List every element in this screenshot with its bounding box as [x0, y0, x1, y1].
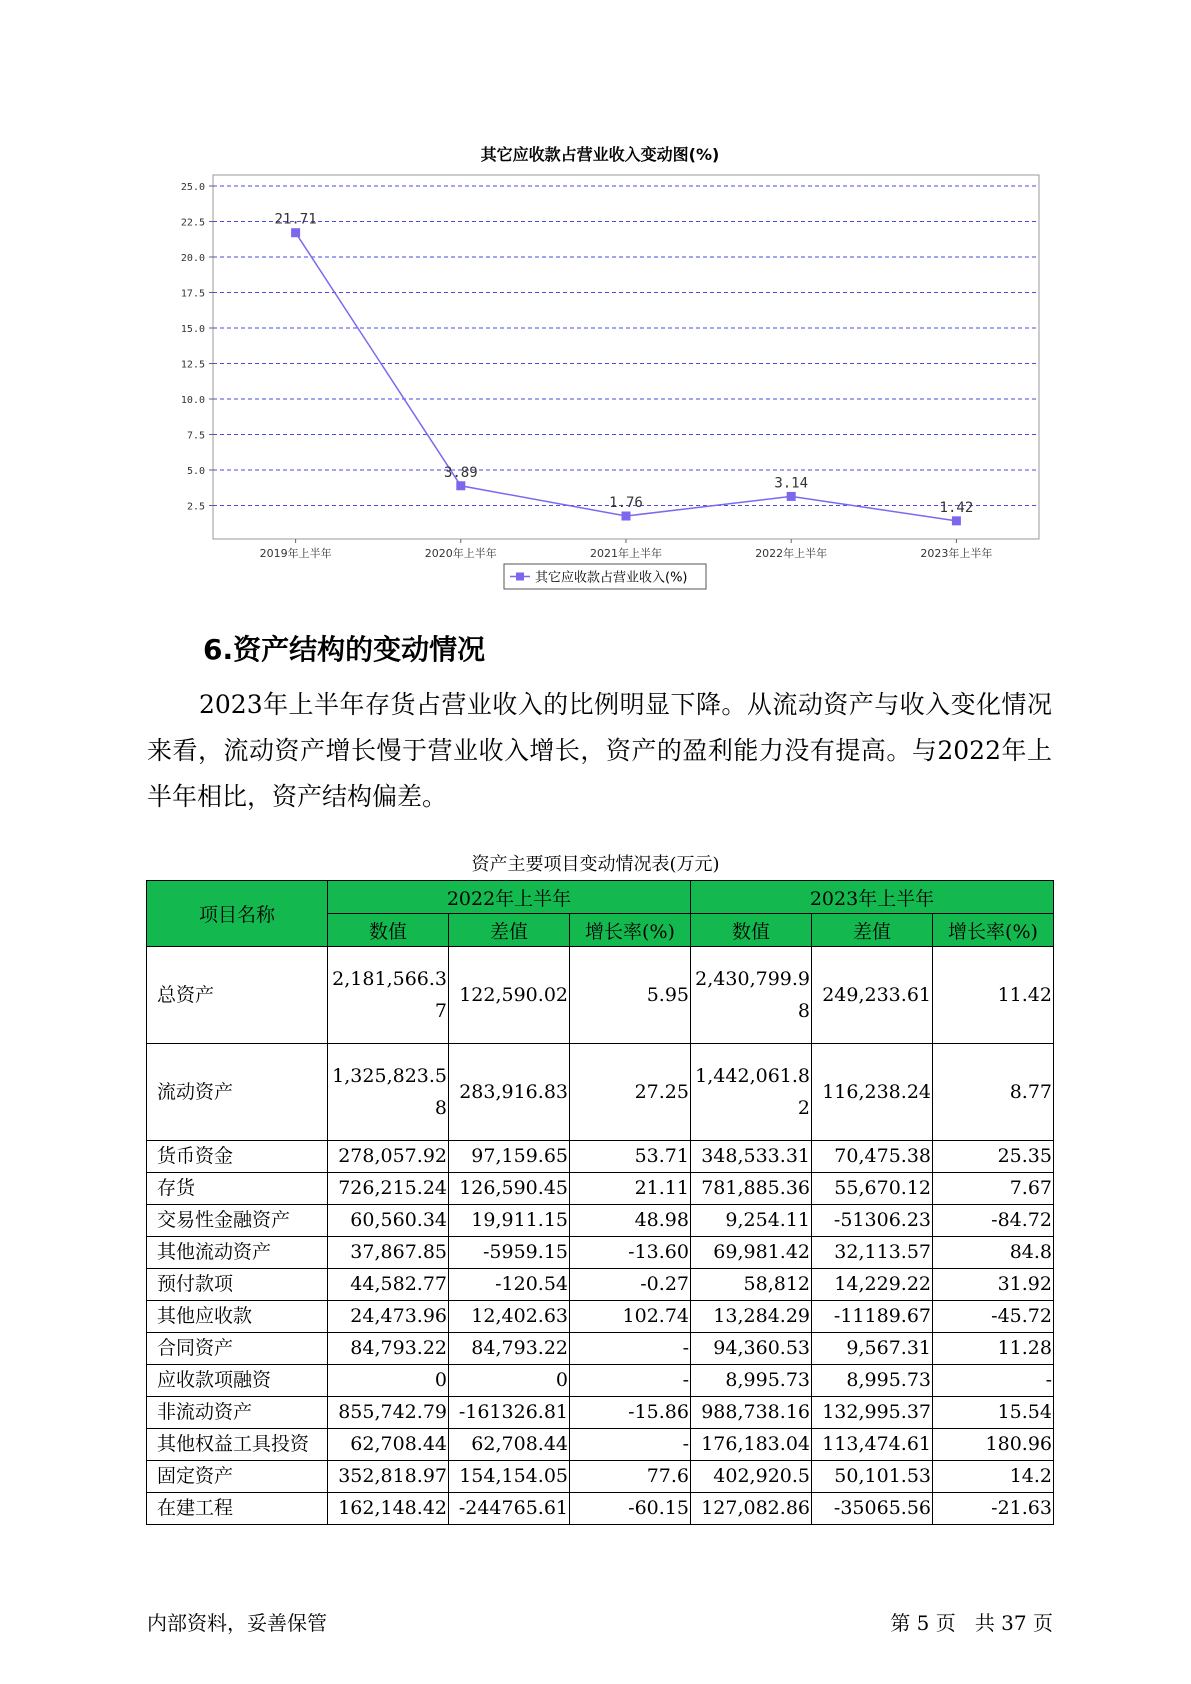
- cell-value-2023: 1,442,061.82: [691, 1044, 812, 1141]
- cell-diff-2022: 12,402.63: [449, 1301, 570, 1333]
- cell-rate-2023: 180.96: [933, 1429, 1054, 1461]
- cell-rate-2023: -21.63: [933, 1493, 1054, 1525]
- cell-value-2023: 402,920.5: [691, 1461, 812, 1493]
- row-item-name: 其他应收款: [147, 1301, 328, 1333]
- cell-rate-2023: 31.92: [933, 1269, 1054, 1301]
- y-tick-label: 12.5: [180, 359, 205, 371]
- data-label: 3.89: [443, 464, 478, 481]
- cell-value-2022: 0: [328, 1365, 449, 1397]
- legend-label: 其它应收款占营业收入(%): [535, 570, 688, 586]
- cell-value-2023: 176,183.04: [691, 1429, 812, 1461]
- row-item-name: 流动资产: [147, 1044, 328, 1141]
- cell-value-2023: 58,812: [691, 1269, 812, 1301]
- header-item-name: 项目名称: [147, 881, 328, 947]
- cell-rate-2023: -: [933, 1365, 1054, 1397]
- legend-marker-icon: [516, 573, 524, 581]
- cell-rate-2022: 21.11: [570, 1173, 691, 1205]
- header-value-2023: 数值: [691, 914, 812, 947]
- plot-area: [213, 175, 1039, 539]
- data-point: [787, 492, 796, 501]
- footer-page-number: 第 5 页 共 37 页: [890, 1611, 1053, 1635]
- cell-rate-2023: 11.42: [933, 947, 1054, 1044]
- cell-diff-2022: 283,916.83: [449, 1044, 570, 1141]
- cell-rate-2023: 7.67: [933, 1173, 1054, 1205]
- cell-rate-2022: 77.6: [570, 1461, 691, 1493]
- cell-diff-2023: 14,229.22: [812, 1269, 933, 1301]
- header-group-2023: 2023年上半年: [691, 881, 1054, 914]
- table-caption: 资产主要项目变动情况表(万元): [471, 854, 720, 875]
- cell-diff-2023: 70,475.38: [812, 1141, 933, 1173]
- cell-rate-2023: 14.2: [933, 1461, 1054, 1493]
- cell-value-2023: 127,082.86: [691, 1493, 812, 1525]
- data-point: [622, 512, 631, 521]
- cell-value-2022: 24,473.96: [328, 1301, 449, 1333]
- cell-value-2022: 44,582.77: [328, 1269, 449, 1301]
- cell-diff-2023: 9,567.31: [812, 1333, 933, 1365]
- cell-value-2022: 278,057.92: [328, 1141, 449, 1173]
- cell-diff-2023: 55,670.12: [812, 1173, 933, 1205]
- cell-rate-2023: 15.54: [933, 1397, 1054, 1429]
- cell-diff-2023: 32,113.57: [812, 1237, 933, 1269]
- cell-rate-2022: 5.95: [570, 947, 691, 1044]
- cell-diff-2023: -35065.56: [812, 1493, 933, 1525]
- cell-diff-2022: 19,911.15: [449, 1205, 570, 1237]
- cell-rate-2022: -60.15: [570, 1493, 691, 1525]
- table-row: [147, 1333, 1054, 1365]
- cell-value-2022: 1,325,823.58: [328, 1044, 449, 1141]
- cell-rate-2023: -84.72: [933, 1205, 1054, 1237]
- cell-value-2023: 988,738.16: [691, 1397, 812, 1429]
- data-label: 21.71: [274, 211, 317, 228]
- analysis-paragraph: 2023年上半年存货占营业收入的比例明显下降。从流动资产与收入变化情况来看，流动资产增长慢于营业收入增长，资产的盈利能力没有提高。与2022年上半年相比，资产结构偏差。: [147, 690, 1052, 811]
- cell-rate-2023: 25.35: [933, 1141, 1054, 1173]
- table-row: [147, 947, 1054, 1044]
- cell-value-2023: 69,981.42: [691, 1237, 812, 1269]
- x-tick-label: 2022年上半年: [755, 547, 828, 560]
- cell-value-2022: 84,793.22: [328, 1333, 449, 1365]
- cell-rate-2022: -13.60: [570, 1237, 691, 1269]
- row-item-name: 应收款项融资: [147, 1365, 328, 1397]
- header-diff-2023: 差值: [812, 914, 933, 947]
- table-row: [147, 1493, 1054, 1525]
- cell-rate-2022: 48.98: [570, 1205, 691, 1237]
- data-point: [291, 228, 300, 237]
- cell-diff-2022: 62,708.44: [449, 1429, 570, 1461]
- cell-value-2022: 162,148.42: [328, 1493, 449, 1525]
- data-label: 1.76: [609, 495, 643, 512]
- cell-rate-2022: -15.86: [570, 1397, 691, 1429]
- footer-confidential-note: 内部资料，妥善保管: [147, 1611, 327, 1635]
- line-chart: [0, 0, 1191, 600]
- row-item-name: 非流动资产: [147, 1397, 328, 1429]
- y-tick-label: 7.5: [186, 430, 205, 442]
- cell-rate-2023: 8.77: [933, 1044, 1054, 1141]
- cell-value-2022: 37,867.85: [328, 1237, 449, 1269]
- cell-rate-2022: 27.25: [570, 1044, 691, 1141]
- header-diff-2022: 差值: [449, 914, 570, 947]
- y-tick-label: 5.0: [186, 466, 205, 477]
- cell-value-2022: 60,560.34: [328, 1205, 449, 1237]
- chart-title: 其它应收款占营业收入变动图(%): [480, 145, 720, 164]
- cell-value-2023: 9,254.11: [691, 1205, 812, 1237]
- data-label: 1.42: [939, 499, 974, 516]
- row-item-name: 其他权益工具投资: [147, 1429, 328, 1461]
- header-rate-2023: 增长率(%): [933, 914, 1054, 947]
- x-tick-label: 2023年上半年: [920, 547, 993, 560]
- cell-value-2022: 855,742.79: [328, 1397, 449, 1429]
- cell-rate-2022: -: [570, 1429, 691, 1461]
- cell-value-2022: 62,708.44: [328, 1429, 449, 1461]
- row-item-name: 合同资产: [147, 1333, 328, 1365]
- cell-rate-2022: 53.71: [570, 1141, 691, 1173]
- table-row: [147, 1461, 1054, 1493]
- cell-diff-2022: 122,590.02: [449, 947, 570, 1044]
- cell-rate-2022: -: [570, 1365, 691, 1397]
- cell-value-2022: 2,181,566.37: [328, 947, 449, 1044]
- data-label: 3.14: [774, 475, 809, 492]
- cell-diff-2023: 132,995.37: [812, 1397, 933, 1429]
- table-row: [147, 1205, 1054, 1237]
- section-heading: 6.资产结构的变动情况: [203, 633, 486, 666]
- row-item-name: 交易性金融资产: [147, 1205, 328, 1237]
- cell-diff-2022: -5959.15: [449, 1237, 570, 1269]
- header-group-2022: 2022年上半年: [328, 881, 691, 914]
- cell-rate-2023: 84.8: [933, 1237, 1054, 1269]
- table-row: [147, 1141, 1054, 1173]
- cell-diff-2023: -11189.67: [812, 1301, 933, 1333]
- cell-value-2023: 13,284.29: [691, 1301, 812, 1333]
- data-point: [456, 481, 465, 490]
- asset-change-table: [146, 880, 1054, 1525]
- cell-value-2023: 2,430,799.98: [691, 947, 812, 1044]
- table-row: [147, 1397, 1054, 1429]
- cell-diff-2023: 116,238.24: [812, 1044, 933, 1141]
- cell-diff-2022: 84,793.22: [449, 1333, 570, 1365]
- row-item-name: 在建工程: [147, 1493, 328, 1525]
- cell-rate-2023: -45.72: [933, 1301, 1054, 1333]
- cell-value-2023: 348,533.31: [691, 1141, 812, 1173]
- row-item-name: 总资产: [147, 947, 328, 1044]
- row-item-name: 货币资金: [147, 1141, 328, 1173]
- cell-diff-2022: -161326.81: [449, 1397, 570, 1429]
- y-tick-label: 22.5: [180, 217, 205, 229]
- cell-value-2022: 726,215.24: [328, 1173, 449, 1205]
- cell-diff-2022: 154,154.05: [449, 1461, 570, 1493]
- row-item-name: 存货: [147, 1173, 328, 1205]
- table-row: [147, 1237, 1054, 1269]
- cell-diff-2023: 113,474.61: [812, 1429, 933, 1461]
- cell-diff-2023: 8,995.73: [812, 1365, 933, 1397]
- cell-diff-2023: -51306.23: [812, 1205, 933, 1237]
- x-tick-label: 2021年上半年: [590, 547, 662, 560]
- cell-value-2023: 8,995.73: [691, 1365, 812, 1397]
- cell-diff-2022: 97,159.65: [449, 1141, 570, 1173]
- table-row: [147, 1301, 1054, 1333]
- cell-rate-2022: -0.27: [570, 1269, 691, 1301]
- table-row: [147, 1044, 1054, 1141]
- cell-diff-2022: 126,590.45: [449, 1173, 570, 1205]
- y-tick-label: 20.0: [180, 253, 205, 264]
- cell-value-2023: 781,885.36: [691, 1173, 812, 1205]
- data-point: [952, 516, 961, 525]
- row-item-name: 固定资产: [147, 1461, 328, 1493]
- y-tick-label: 2.5: [186, 501, 205, 513]
- cell-diff-2022: 0: [449, 1365, 570, 1397]
- row-item-name: 其他流动资产: [147, 1237, 328, 1269]
- x-tick-label: 2019年上半年: [259, 547, 332, 560]
- cell-diff-2023: 249,233.61: [812, 947, 933, 1044]
- y-tick-label: 25.0: [180, 182, 205, 193]
- row-item-name: 预付款项: [147, 1269, 328, 1301]
- header-value-2022: 数值: [328, 914, 449, 947]
- y-tick-label: 17.5: [180, 288, 205, 300]
- cell-value-2023: 94,360.53: [691, 1333, 812, 1365]
- y-tick-label: 15.0: [180, 324, 205, 335]
- cell-diff-2023: 50,101.53: [812, 1461, 933, 1493]
- cell-value-2022: 352,818.97: [328, 1461, 449, 1493]
- table-row: [147, 1365, 1054, 1397]
- cell-rate-2023: 11.28: [933, 1333, 1054, 1365]
- table-row: [147, 1173, 1054, 1205]
- cell-diff-2022: -120.54: [449, 1269, 570, 1301]
- cell-diff-2022: -244765.61: [449, 1493, 570, 1525]
- table-row: [147, 1429, 1054, 1461]
- table-row: [147, 1269, 1054, 1301]
- cell-rate-2022: 102.74: [570, 1301, 691, 1333]
- cell-rate-2022: -: [570, 1333, 691, 1365]
- y-tick-label: 10.0: [180, 395, 205, 406]
- x-tick-label: 2020年上半年: [424, 547, 497, 560]
- header-rate-2022: 增长率(%): [570, 914, 691, 947]
